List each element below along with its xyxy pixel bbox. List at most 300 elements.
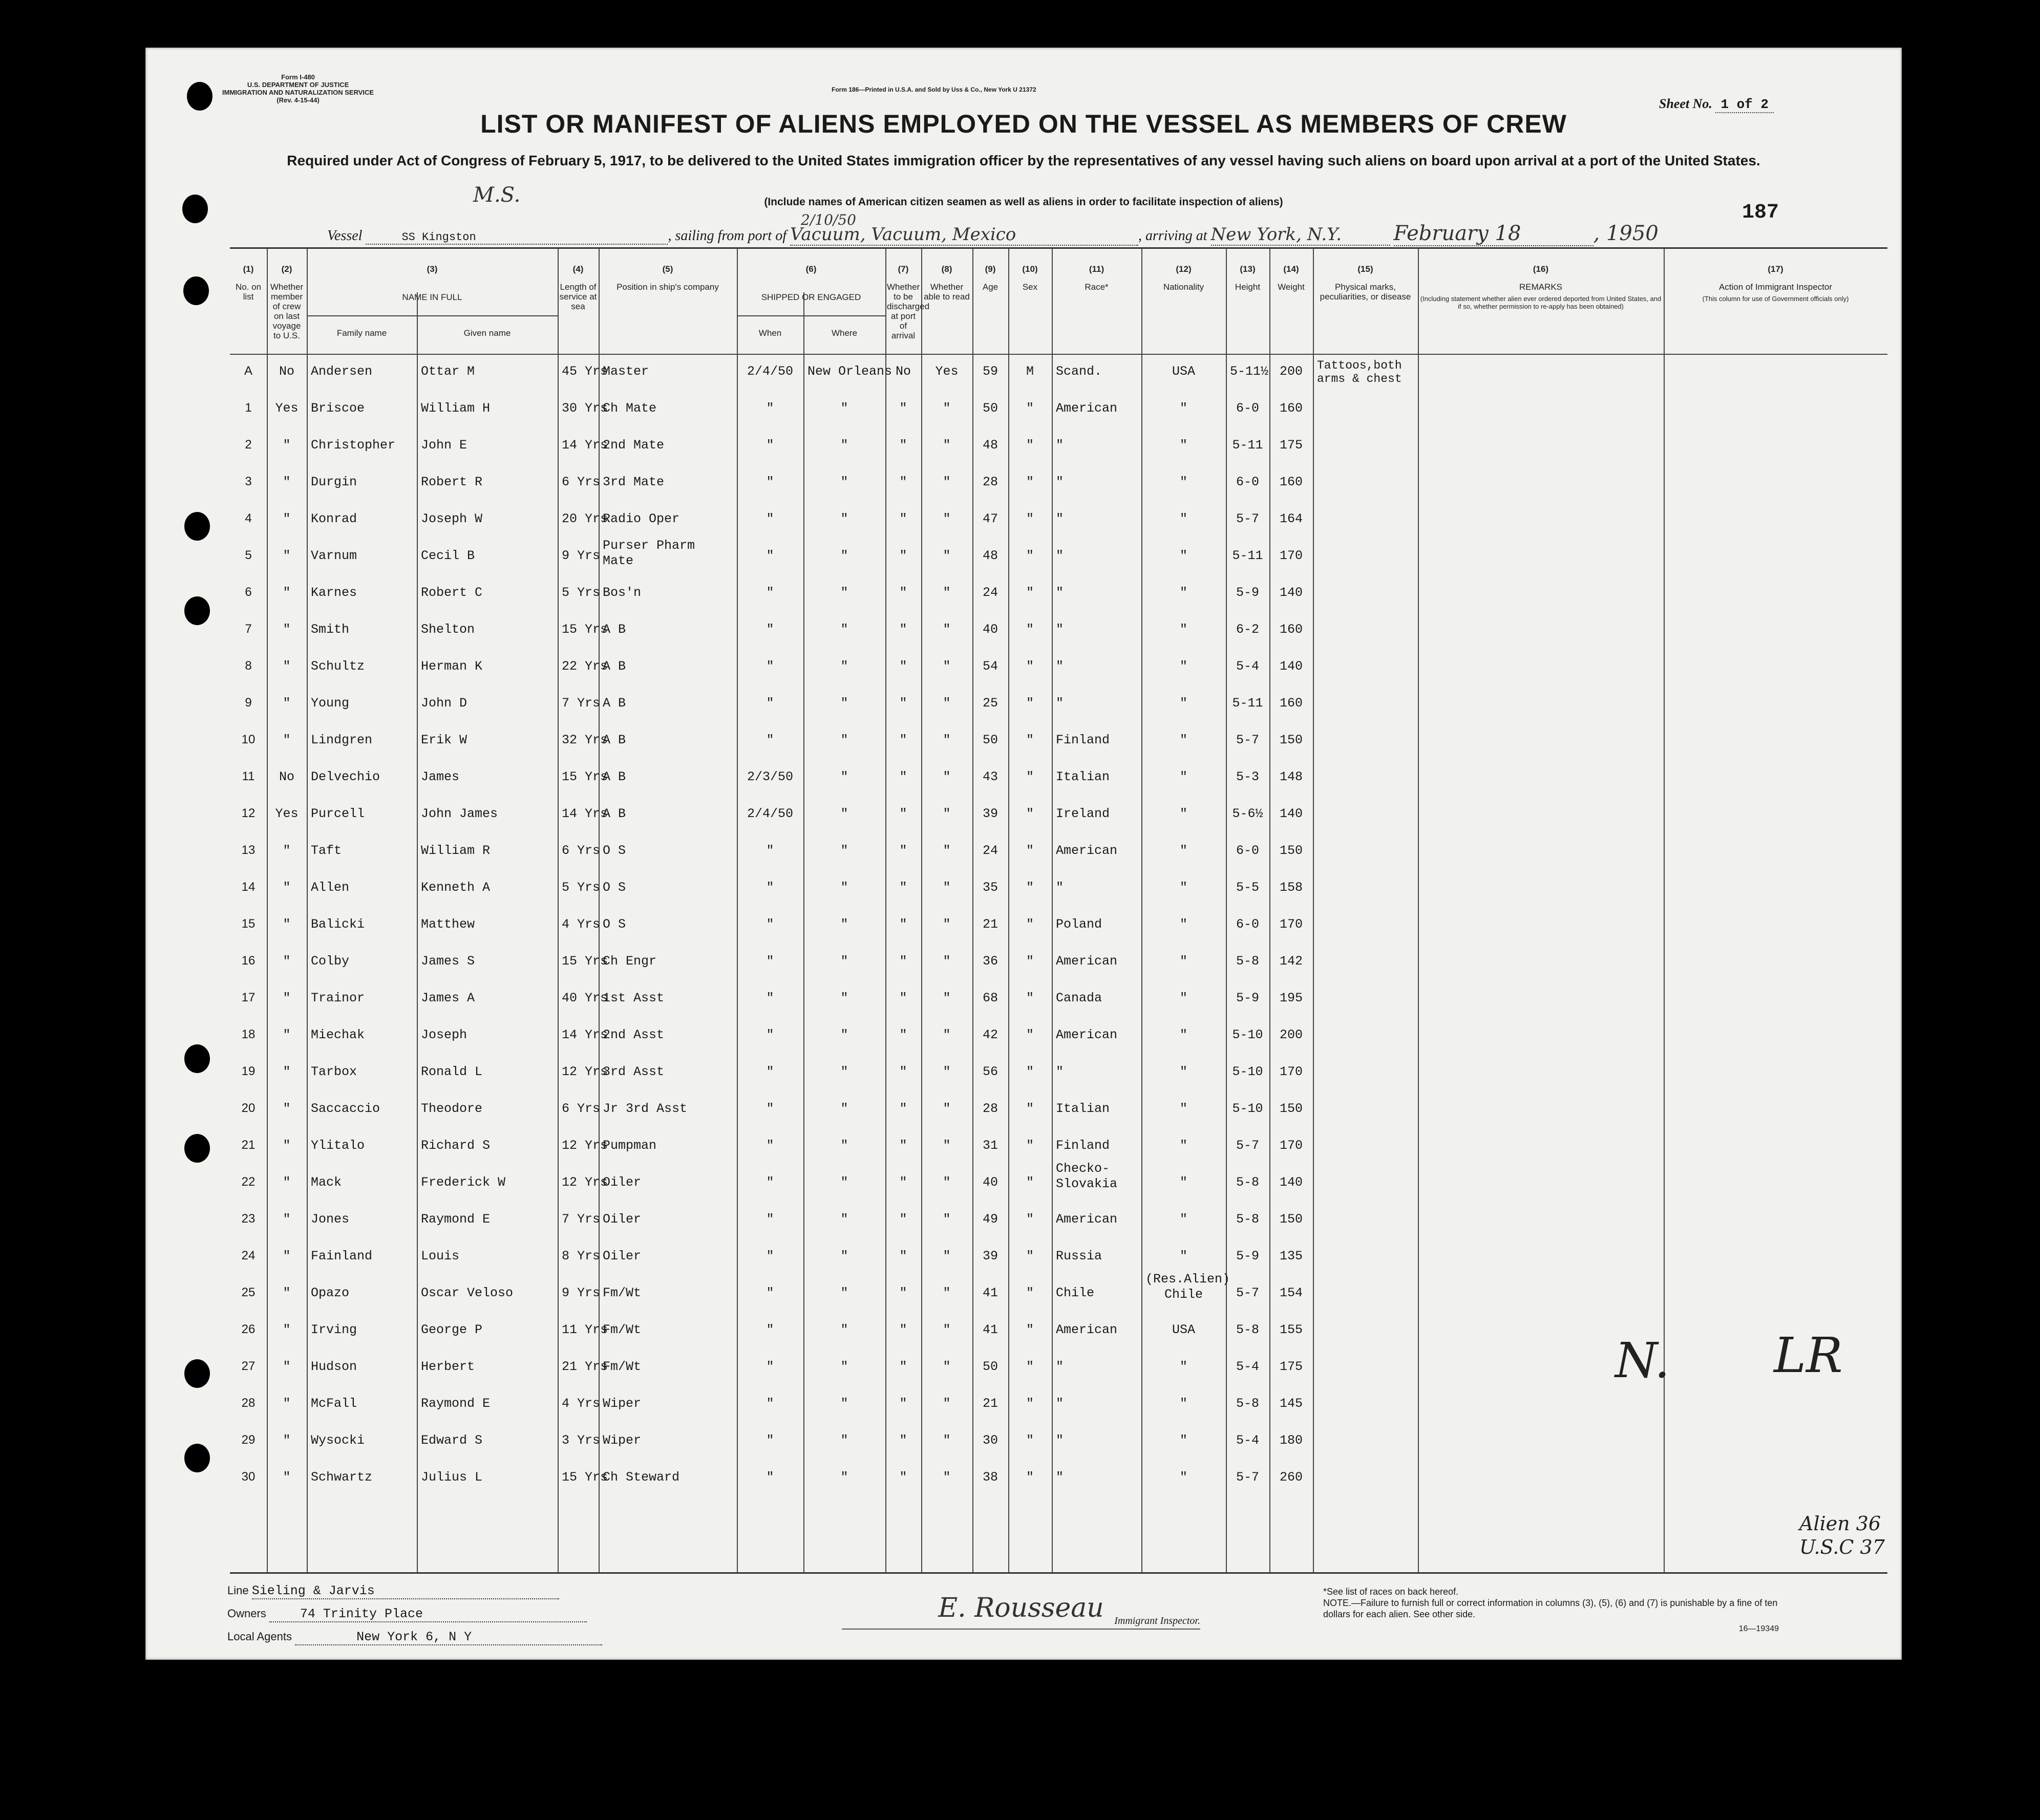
cell-height: 5-8	[1236, 954, 1259, 969]
cell-when: "	[766, 1249, 774, 1264]
cell-prev: "	[283, 843, 291, 858]
cell-position: Radio Oper	[603, 511, 680, 526]
cell-position: 2nd Asst	[603, 1027, 665, 1042]
binder-hole	[187, 82, 213, 111]
cell-service: 6 Yrs	[562, 475, 601, 489]
cell-given: John E	[421, 438, 468, 453]
cell-race: Canada	[1056, 991, 1102, 1005]
cell-nationality: "	[1179, 1470, 1187, 1485]
cell-height: 5-10	[1232, 1064, 1263, 1079]
cell-position: Purser Pharm Mate	[603, 538, 695, 568]
cell-read: "	[943, 438, 951, 453]
column-number: (7)	[898, 264, 909, 274]
cell-when: "	[766, 585, 774, 600]
cell-when: "	[766, 696, 774, 711]
column-header: Whether member of crew on last voyage to U.S.	[270, 282, 304, 340]
cell-discharged: "	[899, 1027, 907, 1042]
cell-race: "	[1056, 548, 1064, 563]
cell-weight: 142	[1279, 954, 1303, 969]
column-rule	[1418, 249, 1419, 1572]
cell-prev: "	[283, 1064, 291, 1079]
cell-weight: 160	[1279, 696, 1303, 711]
cell-where: "	[840, 475, 848, 489]
cell-weight: 140	[1279, 585, 1303, 600]
cell-race: Scand.	[1056, 364, 1102, 379]
cell-family: Briscoe	[311, 401, 365, 416]
cell-service: 5 Yrs	[562, 880, 601, 895]
cell-sex: "	[1026, 511, 1034, 526]
cell-position: Pumpman	[603, 1138, 657, 1153]
cell-nationality: "	[1179, 438, 1187, 453]
cell-service: 7 Yrs	[562, 1212, 601, 1227]
cell-weight: 170	[1279, 1138, 1303, 1153]
cell-read: "	[943, 401, 951, 416]
cell-given: John James	[421, 806, 498, 821]
local-agents-field	[227, 1630, 602, 1645]
owners-label: Owners	[227, 1607, 266, 1620]
cell-when: "	[766, 733, 774, 747]
binder-hole	[184, 512, 210, 541]
cell-service: 14 Yrs	[562, 438, 608, 453]
cell-sex: "	[1026, 1212, 1034, 1227]
cell-where: "	[840, 659, 848, 674]
cell-prev: "	[283, 1322, 291, 1337]
cell-family: Balicki	[311, 917, 365, 932]
cell-given: James A	[421, 991, 475, 1005]
column-header: Length of service at sea	[559, 282, 597, 311]
cell-height: 6-0	[1236, 917, 1259, 932]
cell-where: "	[840, 1433, 848, 1448]
cell-race: Poland	[1056, 917, 1102, 932]
cell-family: Hudson	[311, 1359, 357, 1374]
inspector-label: Immigrant Inspector.	[1114, 1615, 1200, 1626]
cell-nationality: "	[1179, 1359, 1187, 1374]
cell-prev: "	[283, 511, 291, 526]
cell-nationality: "	[1179, 511, 1187, 526]
cell-when: "	[766, 1064, 774, 1079]
cell-sex: "	[1026, 438, 1034, 453]
cell-read: Yes	[935, 364, 959, 379]
column-number: (4)	[572, 264, 584, 274]
cell-prev: Yes	[275, 806, 299, 821]
column-rule	[1269, 249, 1270, 1572]
cell-when: "	[766, 954, 774, 969]
cell-given: Herman K	[421, 659, 483, 674]
cell-position: A B	[603, 733, 626, 747]
cell-height: 5-8	[1236, 1212, 1259, 1227]
cell-race: "	[1056, 438, 1064, 453]
row-number: 30	[241, 1470, 256, 1484]
cell-nationality: "	[1179, 991, 1187, 1005]
cell-nationality: "	[1179, 880, 1187, 895]
cell-discharged: "	[899, 659, 907, 674]
cell-sex: M	[1026, 364, 1034, 379]
cell-discharged: "	[899, 806, 907, 821]
cell-when: "	[766, 548, 774, 563]
cell-age: 54	[982, 659, 998, 674]
cell-family: Schwartz	[311, 1470, 373, 1485]
cell-sex: "	[1026, 659, 1034, 674]
cell-position: Fm/Wt	[603, 1286, 642, 1300]
cell-family: Wysocki	[311, 1433, 365, 1448]
cell-when: 2/4/50	[747, 806, 793, 821]
cell-when: "	[766, 991, 774, 1005]
cell-where: "	[840, 1322, 848, 1337]
cell-weight: 170	[1279, 1064, 1303, 1079]
cell-sex: "	[1026, 585, 1034, 600]
penalty-note: NOTE.—Failure to furnish full or correct information in columns (3), (5), (6) and (7) is punishable by a fine of ten dollars for each alien. See other side.	[1323, 1598, 1778, 1619]
header-bottom-rule	[230, 354, 1887, 355]
cell-nationality: USA	[1172, 1322, 1195, 1337]
cell-sex: "	[1026, 1322, 1034, 1337]
cell-position: Jr 3rd Asst	[603, 1101, 688, 1116]
cell-when: "	[766, 659, 774, 674]
cell-given: Robert C	[421, 585, 483, 600]
cell-nationality: "	[1179, 1027, 1187, 1042]
include-note: (Include names of American citizen seamen as well as aliens in order to facilitate inspection of aliens)	[764, 196, 1283, 208]
column-header: Position in ship's company	[617, 282, 719, 292]
cell-marks: Tattoos,both arms & chest	[1317, 359, 1402, 386]
column-header: Weight	[1278, 282, 1305, 292]
cell-when: "	[766, 622, 774, 637]
cell-sex: "	[1026, 622, 1034, 637]
column-number: (12)	[1176, 264, 1192, 274]
cell-sex: "	[1026, 1433, 1034, 1448]
cell-given: Joseph	[421, 1027, 468, 1042]
cell-when: "	[766, 1027, 774, 1042]
arrival-date: February 18	[1394, 222, 1593, 246]
cell-race: American	[1056, 1027, 1118, 1042]
cell-height: 5-10	[1232, 1027, 1263, 1042]
cell-age: 39	[982, 1249, 998, 1264]
cell-sex: "	[1026, 1286, 1034, 1300]
row-number: 17	[241, 991, 256, 1004]
cell-given: William R	[421, 843, 491, 858]
cell-when: "	[766, 1286, 774, 1300]
cell-age: 28	[982, 1101, 998, 1116]
cell-age: 59	[982, 364, 998, 379]
cell-height: 5-3	[1236, 769, 1259, 784]
cell-position: A B	[603, 806, 626, 821]
tally-usc: U.S.C 37	[1799, 1536, 1885, 1558]
column-number: (9)	[985, 264, 996, 274]
cell-where: "	[840, 1286, 848, 1300]
cell-family: Varnum	[311, 548, 357, 563]
cell-discharged: "	[899, 438, 907, 453]
line-label: Line	[227, 1584, 249, 1597]
cell-service: 11 Yrs	[562, 1322, 608, 1337]
cell-height: 5-5	[1236, 880, 1259, 895]
cell-given: Richard S	[421, 1138, 491, 1153]
cell-where: "	[840, 1138, 848, 1153]
cell-nationality: "	[1179, 1064, 1187, 1079]
cell-family: Christopher	[311, 438, 396, 453]
cell-position: Wiper	[603, 1396, 642, 1411]
owners-value: 74 Trinity Place	[269, 1607, 587, 1622]
cell-given: Louis	[421, 1249, 460, 1264]
cell-where: "	[840, 438, 848, 453]
cell-where: "	[840, 1396, 848, 1411]
column-number: (17)	[1768, 264, 1783, 274]
cell-prev: "	[283, 1470, 291, 1485]
cell-where: "	[840, 1175, 848, 1190]
cell-service: 20 Yrs	[562, 511, 608, 526]
cell-service: 22 Yrs	[562, 659, 608, 674]
cell-service: 21 Yrs	[562, 1359, 608, 1374]
cell-read: "	[943, 622, 951, 637]
cell-discharged: "	[899, 622, 907, 637]
cell-service: 8 Yrs	[562, 1249, 601, 1264]
cell-service: 3 Yrs	[562, 1433, 601, 1448]
cell-read: "	[943, 954, 951, 969]
cell-where: "	[840, 769, 848, 784]
cell-race: "	[1056, 1396, 1064, 1411]
row-number: 3	[245, 475, 252, 488]
cell-height: 5-11	[1232, 696, 1263, 711]
cell-weight: 200	[1279, 364, 1303, 379]
cell-where: New Orleans	[808, 364, 893, 379]
cell-age: 50	[982, 401, 998, 416]
column-rule	[972, 249, 973, 1572]
cell-height: 5-4	[1236, 1433, 1259, 1448]
cell-weight: 180	[1279, 1433, 1303, 1448]
cell-given: George P	[421, 1322, 483, 1337]
cell-read: "	[943, 1396, 951, 1411]
cell-service: 32 Yrs	[562, 733, 608, 747]
column-number: (3)	[427, 264, 438, 274]
cell-prev: "	[283, 1249, 291, 1264]
cell-race: "	[1056, 585, 1064, 600]
cell-age: 50	[982, 733, 998, 747]
cell-where: "	[840, 954, 848, 969]
cell-race: "	[1056, 622, 1064, 637]
column-number: (14)	[1283, 264, 1299, 274]
cell-where: "	[840, 511, 848, 526]
cell-family: Saccaccio	[311, 1101, 380, 1116]
cell-discharged: No	[895, 364, 911, 379]
cell-height: 6-0	[1236, 843, 1259, 858]
cell-read: "	[943, 1286, 951, 1300]
row-number: 20	[241, 1101, 256, 1115]
cell-where: "	[840, 1470, 848, 1485]
cell-weight: 200	[1279, 1027, 1303, 1042]
cell-where: "	[840, 1359, 848, 1374]
cell-weight: 158	[1279, 880, 1303, 895]
column-number: (5)	[662, 264, 673, 274]
cell-prev: "	[283, 438, 291, 453]
column-header: REMARKS	[1519, 282, 1563, 292]
cell-discharged: "	[899, 1064, 907, 1079]
cell-when: "	[766, 1212, 774, 1227]
cell-nationality: "	[1179, 585, 1187, 600]
cell-sex: "	[1026, 917, 1034, 932]
row-number: 13	[241, 843, 256, 857]
cell-when: "	[766, 1359, 774, 1374]
cell-prev: "	[283, 548, 291, 563]
column-number: (6)	[805, 264, 817, 274]
cell-sex: "	[1026, 1138, 1034, 1153]
tally-aliens: Alien 36	[1799, 1512, 1881, 1535]
cell-sex: "	[1026, 991, 1034, 1005]
column-number: (15)	[1357, 264, 1373, 274]
cell-weight: 140	[1279, 1175, 1303, 1190]
sailing-port: Vacuum, Vacuum, Mexico	[790, 224, 1138, 246]
row-number: A	[244, 364, 252, 378]
action-mark: LR	[1774, 1327, 1843, 1384]
cell-family: Allen	[311, 880, 350, 895]
column-number: (1)	[243, 264, 254, 274]
cell-read: "	[943, 769, 951, 784]
cell-read: "	[943, 1470, 951, 1485]
cell-given: Matthew	[421, 917, 475, 932]
cell-age: 30	[982, 1433, 998, 1448]
sheet-value: 1 of 2	[1715, 97, 1774, 113]
cell-race: "	[1056, 659, 1064, 674]
cell-age: 21	[982, 1396, 998, 1411]
cell-position: Oiler	[603, 1212, 642, 1227]
line-value: Sieling & Jarvis	[252, 1583, 559, 1599]
cell-when: "	[766, 1138, 774, 1153]
cell-race: Finland	[1056, 733, 1110, 747]
cell-sex: "	[1026, 1249, 1034, 1264]
row-number: 22	[241, 1175, 256, 1189]
cell-height: 5-11	[1232, 548, 1263, 563]
cell-read: "	[943, 548, 951, 563]
cell-family: Trainor	[311, 991, 365, 1005]
cell-nationality: "	[1179, 917, 1187, 932]
cell-height: 5-7	[1236, 511, 1259, 526]
cell-prev: "	[283, 880, 291, 895]
row-number: 19	[241, 1064, 256, 1078]
cell-age: 40	[982, 1175, 998, 1190]
cell-race: American	[1056, 843, 1118, 858]
cell-nationality: "	[1179, 1175, 1187, 1190]
subheader-rule	[737, 315, 885, 316]
cell-service: 12 Yrs	[562, 1064, 608, 1079]
cell-given: Julius L	[421, 1470, 483, 1485]
cell-nationality: (Res.Alien) Chile	[1145, 1272, 1230, 1302]
department-name: U.S. DEPARTMENT OF JUSTICE	[247, 81, 349, 89]
cell-age: 21	[982, 917, 998, 932]
cell-weight: 160	[1279, 401, 1303, 416]
column-subheader-note: (This column for use of Government officials only)	[1702, 295, 1849, 303]
cell-sex: "	[1026, 954, 1034, 969]
cell-weight: 145	[1279, 1396, 1303, 1411]
cell-prev: "	[283, 696, 291, 711]
column-rule	[307, 249, 308, 1572]
cell-family: Smith	[311, 622, 350, 637]
cell-sex: "	[1026, 696, 1034, 711]
cell-race: Italian	[1056, 1101, 1110, 1116]
cell-race: Finland	[1056, 1138, 1110, 1153]
agents-label: Local Agents	[227, 1630, 292, 1643]
cell-discharged: "	[899, 917, 907, 932]
vessel-line	[327, 222, 1659, 246]
handwritten-ms: M.S.	[473, 183, 521, 207]
cell-service: 9 Yrs	[562, 1286, 601, 1300]
cell-position: O S	[603, 880, 626, 895]
row-number: 6	[245, 585, 252, 599]
row-number: 28	[241, 1396, 256, 1410]
arrival-year: , 1950	[1593, 222, 1659, 245]
cell-service: 4 Yrs	[562, 1396, 601, 1411]
cell-family: Opazo	[311, 1286, 350, 1300]
cell-position: Oiler	[603, 1175, 642, 1190]
cell-prev: No	[279, 769, 294, 784]
cell-race: Chile	[1056, 1286, 1095, 1300]
cell-when: "	[766, 511, 774, 526]
binder-hole	[184, 596, 210, 625]
column-subheader: Where	[831, 328, 858, 338]
footer-note	[1323, 1586, 1784, 1620]
cell-prev: "	[283, 622, 291, 637]
cell-prev: "	[283, 733, 291, 747]
cell-race: American	[1056, 954, 1118, 969]
row-number: 7	[245, 622, 252, 636]
sailing-label: , sailing from port of	[668, 228, 787, 244]
column-rule	[417, 292, 418, 1572]
column-rule	[921, 249, 922, 1572]
cell-weight: 170	[1279, 917, 1303, 932]
cell-height: 5-4	[1236, 659, 1259, 674]
cell-read: "	[943, 843, 951, 858]
cell-service: 15 Yrs	[562, 622, 608, 637]
cell-nationality: "	[1179, 806, 1187, 821]
cell-discharged: "	[899, 991, 907, 1005]
cell-discharged: "	[899, 843, 907, 858]
cell-discharged: "	[899, 696, 907, 711]
cell-weight: 140	[1279, 659, 1303, 674]
cell-family: Colby	[311, 954, 350, 969]
cell-age: 48	[982, 438, 998, 453]
cell-race: "	[1056, 1470, 1064, 1485]
cell-prev: "	[283, 1359, 291, 1374]
cell-age: 35	[982, 880, 998, 895]
cell-position: 3rd Asst	[603, 1064, 665, 1079]
cell-nationality: "	[1179, 769, 1187, 784]
row-number: 4	[245, 511, 252, 525]
cell-read: "	[943, 991, 951, 1005]
cell-prev: "	[283, 1138, 291, 1153]
cell-where: "	[840, 880, 848, 895]
cell-given: Kenneth A	[421, 880, 491, 895]
cell-height: 5-4	[1236, 1359, 1259, 1374]
binder-hole	[184, 1044, 210, 1073]
cell-nationality: "	[1179, 659, 1187, 674]
cell-sex: "	[1026, 401, 1034, 416]
cell-nationality: "	[1179, 1101, 1187, 1116]
cell-service: 6 Yrs	[562, 843, 601, 858]
cell-when: "	[766, 1433, 774, 1448]
row-number: 8	[245, 659, 252, 673]
row-number: 27	[241, 1359, 256, 1373]
cell-age: 31	[982, 1138, 998, 1153]
cell-nationality: "	[1179, 843, 1187, 858]
column-header: Whether able to read	[924, 282, 970, 302]
cell-sex: "	[1026, 548, 1034, 563]
cell-read: "	[943, 659, 951, 674]
cell-weight: 150	[1279, 733, 1303, 747]
cell-service: 45 Yrs	[562, 364, 608, 379]
cell-discharged: "	[899, 1101, 907, 1116]
inspector-signature: E. Rousseau	[842, 1593, 1200, 1630]
cell-given: Cecil B	[421, 548, 475, 563]
cell-discharged: "	[899, 548, 907, 563]
cell-prev: "	[283, 1101, 291, 1116]
cell-weight: 160	[1279, 622, 1303, 637]
races-note: *See list of races on back hereof.	[1323, 1587, 1459, 1597]
cell-age: 49	[982, 1212, 998, 1227]
